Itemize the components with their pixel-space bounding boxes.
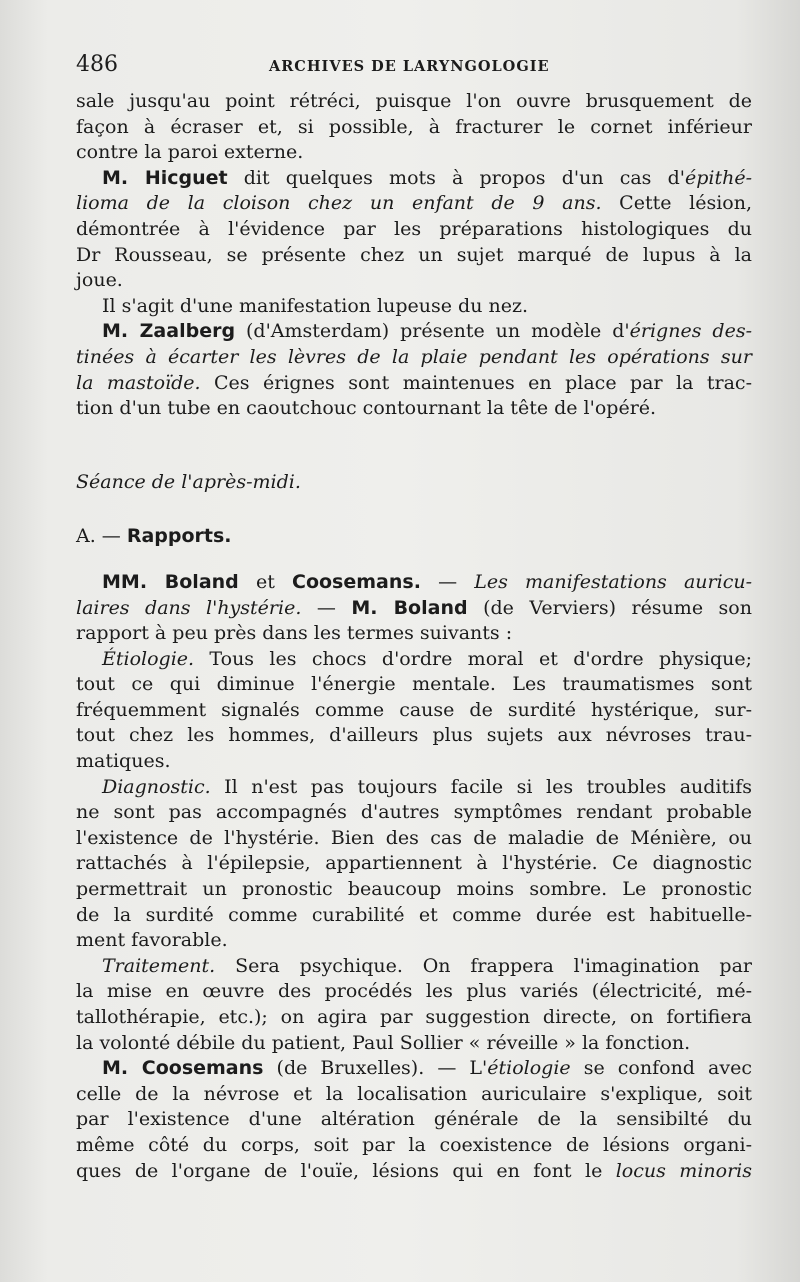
paragraph-coosemans (76, 1056, 752, 1184)
italic-run: Étiologie. (102, 647, 195, 670)
text-line: tout chez les hommes, d'ailleurs plus sujets aux névroses trau- (76, 724, 752, 747)
paragraph-lupeuse (76, 294, 752, 320)
text-line: l'existence de l'hystérie. Bien des cas de maladie de Ménière, ou (76, 826, 752, 849)
text-line (76, 319, 752, 345)
section-title: Séance de l'après-midi. (76, 470, 301, 493)
paragraph-hicguet (76, 166, 752, 294)
italic-run: lioma de la cloison chez un enfant de 9 ans. (76, 192, 602, 215)
text-line (76, 570, 752, 596)
text-run: Sera psychique. On frappera l'imagination par (215, 954, 752, 977)
text-line: la volonté débile du patient, Paul Sollier « réveille » la fonction. (76, 1031, 691, 1054)
text-line (76, 596, 752, 622)
text-line: permettrait un pronostic beaucoup moins sombre. Le pronostic (76, 878, 752, 901)
text-line: démontrée à l'évidence par les préparations histologiques du (76, 217, 752, 240)
text-line (76, 166, 752, 192)
italic-run: Traitement. (102, 954, 216, 977)
text-line: fréquemment signalés comme cause de surdité hystérique, sur- (76, 698, 752, 721)
text-line: sale jusqu'au point rétréci, puisque l'on ouvre brusquement de (76, 90, 752, 112)
text-run: (de Verviers) résume son (467, 596, 752, 619)
text-run: (de Bruxelles). — L' (263, 1057, 488, 1080)
text-line: rattachés à l'épilepsie, appartiennent à l'hystérie. Ce diagnostic (76, 852, 752, 875)
italic-run: étiologie (487, 1057, 571, 1080)
italic-run: laires dans l'hystérie. (76, 596, 302, 619)
text-line: façon à écraser et, si possible, à fracturer le cornet inférieur (76, 115, 752, 138)
speaker-name: MM. Boland (102, 570, 239, 593)
paragraph-zaalberg (76, 319, 752, 421)
italic-run: épithé- (684, 166, 752, 189)
italic-run: la mastoïde. (76, 371, 201, 394)
text-line: Il s'agit d'une manifestation lupeuse du nez. (102, 294, 529, 317)
text-line: tout ce qui diminue l'énergie mentale. Les traumatismes sont (76, 673, 752, 696)
paragraph-traitement (76, 954, 752, 1056)
italic-run: Diagnostic. (102, 775, 211, 798)
text-line: ne sont pas accompagnés d'autres symptômes rendant probable (76, 801, 752, 824)
speaker-name: Coosemans. (292, 570, 421, 593)
text-run: — (301, 596, 352, 619)
paragraph-etiologie (76, 647, 752, 775)
text-line: même côté du corps, soit par la coexistence de lésions organi- (76, 1133, 752, 1156)
text-run: dit quelques mots à propos d'un cas d' (227, 166, 685, 189)
text-line (76, 1159, 752, 1185)
text-line: Dr Rousseau, se présente chez un sujet marqué de lupus à la (76, 243, 752, 266)
speaker-name: M. Coosemans (102, 1057, 264, 1080)
spacer (76, 422, 752, 470)
text-line: rapport à peu près dans les termes suivants : (76, 622, 513, 645)
subtitle-prefix: A. — (76, 525, 127, 548)
text-line: contre la paroi externe. (76, 141, 304, 164)
text-line: joue. (76, 269, 123, 292)
subtitle-bold: Rapports. (126, 525, 232, 548)
text-line (76, 954, 752, 980)
text-line: tinées à écarter les lèvres de la plaie pendant les opérations sur (76, 345, 752, 368)
text-run: Cette lésion, (601, 192, 752, 215)
speaker-name: M. Hicguet (102, 166, 228, 189)
spacer (76, 550, 752, 570)
speaker-name: M. Boland (351, 596, 468, 619)
italic-run: érignes des- (629, 320, 752, 343)
text-run: et (238, 570, 292, 593)
text-run: Il n'est pas toujours facile si les troubles auditifs (210, 775, 752, 798)
paragraph-diagnostic (76, 775, 752, 954)
text-line: tion d'un tube en caoutchouc contournant la tête de l'opéré. (76, 397, 657, 420)
text-run: — (420, 570, 475, 593)
text-line: tallothérapie, etc.); on agira par suggestion directe, on fortifiera (76, 1006, 752, 1028)
paragraph-rapport (76, 570, 752, 647)
text-line (76, 647, 752, 673)
text-run: ques de l'organe de l'ouïe, lésions qui en font le (76, 1159, 616, 1182)
running-head: ARCHIVES DE LARYNGOLOGIE (269, 58, 550, 75)
speaker-name: M. Zaalberg (102, 320, 236, 343)
text-line: matiques. (76, 750, 171, 773)
section-subtitle (76, 524, 752, 550)
text-line: la mise en œuvre des procédés les plus variés (électricité, mé- (76, 980, 752, 1003)
page-body (76, 89, 752, 1184)
text-line: ment favorable. (76, 929, 228, 952)
page-number: 486 (76, 52, 118, 77)
text-line (76, 371, 752, 397)
text-line: celle de la névrose et la localisation auriculaire s'explique, soit (76, 1082, 752, 1105)
italic-run: Les manifestations auricu- (474, 570, 752, 593)
text-run: (d'Amsterdam) présente un modèle d' (235, 320, 630, 343)
spacer (76, 495, 752, 524)
text-line (76, 775, 752, 801)
paragraph-continuation (76, 89, 752, 166)
text-run: se confond avec (570, 1057, 752, 1080)
text-run: Ces érignes sont maintenues en place par la trac- (200, 371, 752, 394)
text-line: par l'existence d'une altération générale de la sensibilté du (76, 1108, 752, 1131)
text-run: Tous les chocs d'ordre moral et d'ordre physique; (194, 647, 752, 670)
text-line (76, 1056, 752, 1082)
text-line (76, 191, 752, 217)
page-header (76, 52, 756, 82)
text-line: de la surdité comme curabilité et comme durée est habituelle- (76, 903, 752, 926)
italic-run: locus minoris (615, 1159, 752, 1182)
